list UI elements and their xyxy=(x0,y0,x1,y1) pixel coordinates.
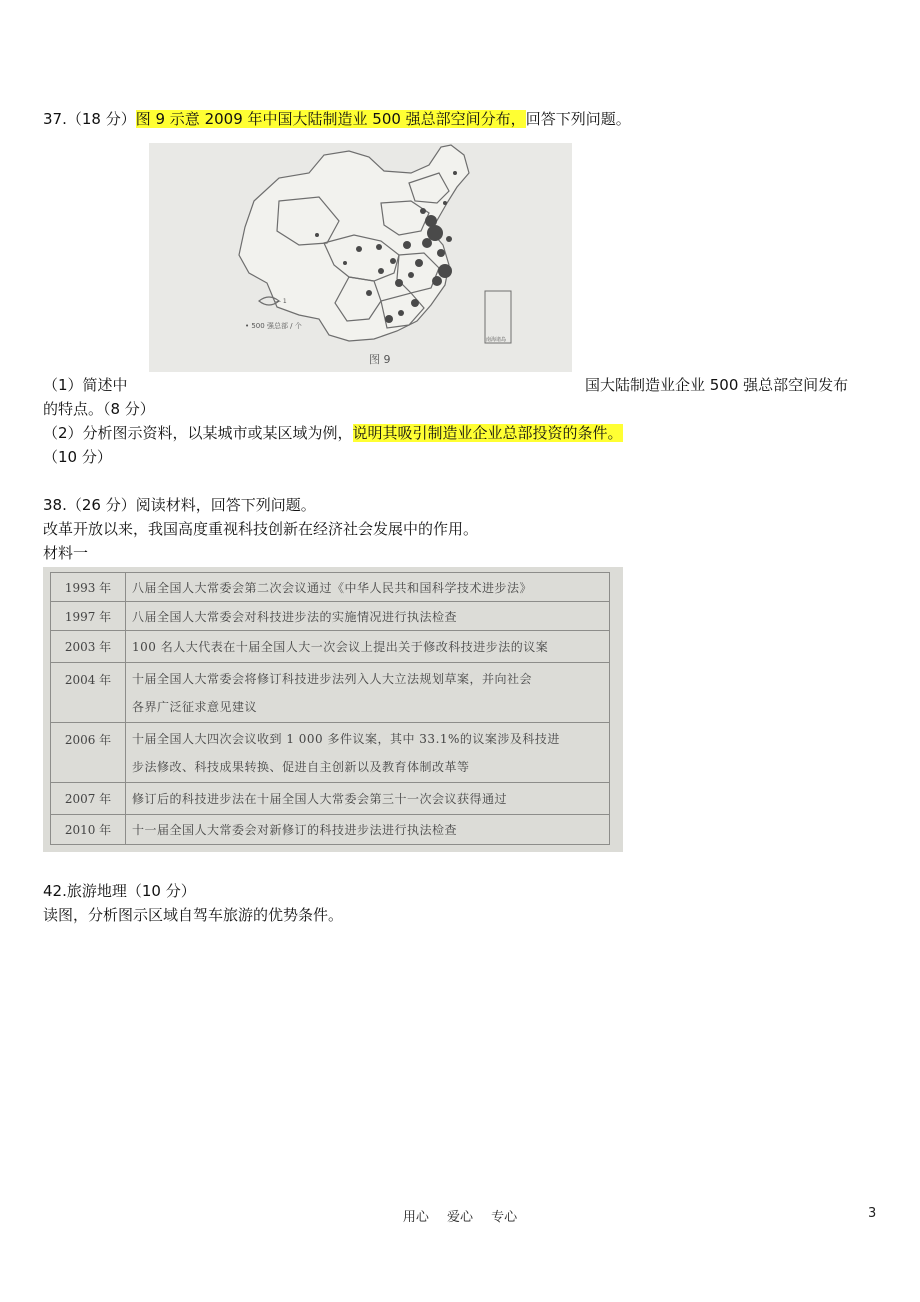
table-row xyxy=(51,573,610,602)
table-event xyxy=(126,723,610,783)
china-map-graphic xyxy=(149,143,572,372)
q37-2-highlight: 说明其吸引制造业企业总部投资的条件。 xyxy=(352,424,623,442)
table-event-line1: 十届全国人大四次会议收到 1 000 多件议案，其中 33.1%的议案涉及科技进 xyxy=(132,731,560,746)
q37-heading xyxy=(43,109,631,129)
table-row xyxy=(51,815,610,845)
table-row xyxy=(51,783,610,815)
q42-text: 读图，分析图示区域自驾车旅游的优势条件。 xyxy=(43,906,344,924)
table-event: 100 名人大代表在十届全国人大一次会议上提出关于修改科技进步法的议案 xyxy=(126,631,610,663)
table-event-line1: 十届全国人大常委会将修订科技进步法列入人大立法规划草案，并向社会 xyxy=(132,671,533,686)
table-event-line2: 步法修改、科技成果转换、促进自主创新以及教育体制改革等 xyxy=(132,759,470,774)
table-row xyxy=(51,663,610,723)
legend-top-text: — 1 xyxy=(275,298,287,305)
table-year: 2003 年 xyxy=(51,631,126,663)
legend-text: • 500 强总部 / 个 xyxy=(245,322,302,330)
q37-highlight: 图 9 示意 2009 年中国大陆制造业 500 强总部空间分布， xyxy=(135,110,526,128)
table-event-line2: 各界广泛征求意见建议 xyxy=(132,699,258,714)
q38-intro: 改革开放以来，我国高度重视科技创新在经济社会发展中的作用。 xyxy=(43,520,479,538)
table-row xyxy=(51,723,610,783)
q37-1-left: （1）简述中 xyxy=(43,376,128,394)
material-label: 材料一 xyxy=(43,544,89,562)
q37-score: （18 分） xyxy=(66,110,136,128)
table-year: 2004 年 xyxy=(51,663,126,723)
figure-9-map xyxy=(149,143,572,372)
table-year: 2010 年 xyxy=(51,815,126,845)
q42-heading: 42.旅游地理（10 分） xyxy=(43,882,196,900)
q37-1-line2: 的特点。（8 分） xyxy=(43,400,155,418)
footer-motto: 用心 爱心 专心 xyxy=(402,1210,518,1225)
table-event: 十一届全国人大常委会对新修订的科技进步法进行执法检查 xyxy=(126,815,610,845)
table-row xyxy=(51,631,610,663)
inset-label: 南海诸岛 xyxy=(486,337,507,343)
q38-heading: 38.（26 分）阅读材料，回答下列问题。 xyxy=(43,496,316,514)
table-event: 八届全国人大常委会对科技进步法的实施情况进行执法检查 xyxy=(126,602,610,631)
table-year: 2007 年 xyxy=(51,783,126,815)
q37-1-right: 国大陆制造业企业 500 强总部空间发布 xyxy=(585,376,849,394)
table-year: 2006 年 xyxy=(51,723,126,783)
table-year: 1993 年 xyxy=(51,573,126,602)
table-year: 1997 年 xyxy=(51,602,126,631)
q37-rest: 回答下列问题。 xyxy=(525,110,631,128)
table-event xyxy=(126,663,610,723)
q37-2-line1 xyxy=(43,423,623,443)
material-table-image xyxy=(43,567,623,852)
q37-2-prefix: （2）分析图示资料，以某城市或某区域为例， xyxy=(43,424,353,442)
page-number: 3 xyxy=(868,1206,877,1221)
q37-number: 37. xyxy=(43,110,67,128)
figure-caption: 图 9 xyxy=(369,353,391,366)
table-row xyxy=(51,602,610,631)
material-table xyxy=(50,572,610,845)
q37-2-line2: （10 分） xyxy=(43,448,112,466)
table-event: 修订后的科技进步法在十届全国人大常委会第三十一次会议获得通过 xyxy=(126,783,610,815)
table-event: 八届全国人大常委会第二次会议通过《中华人民共和国科学技术进步法》 xyxy=(126,573,610,602)
